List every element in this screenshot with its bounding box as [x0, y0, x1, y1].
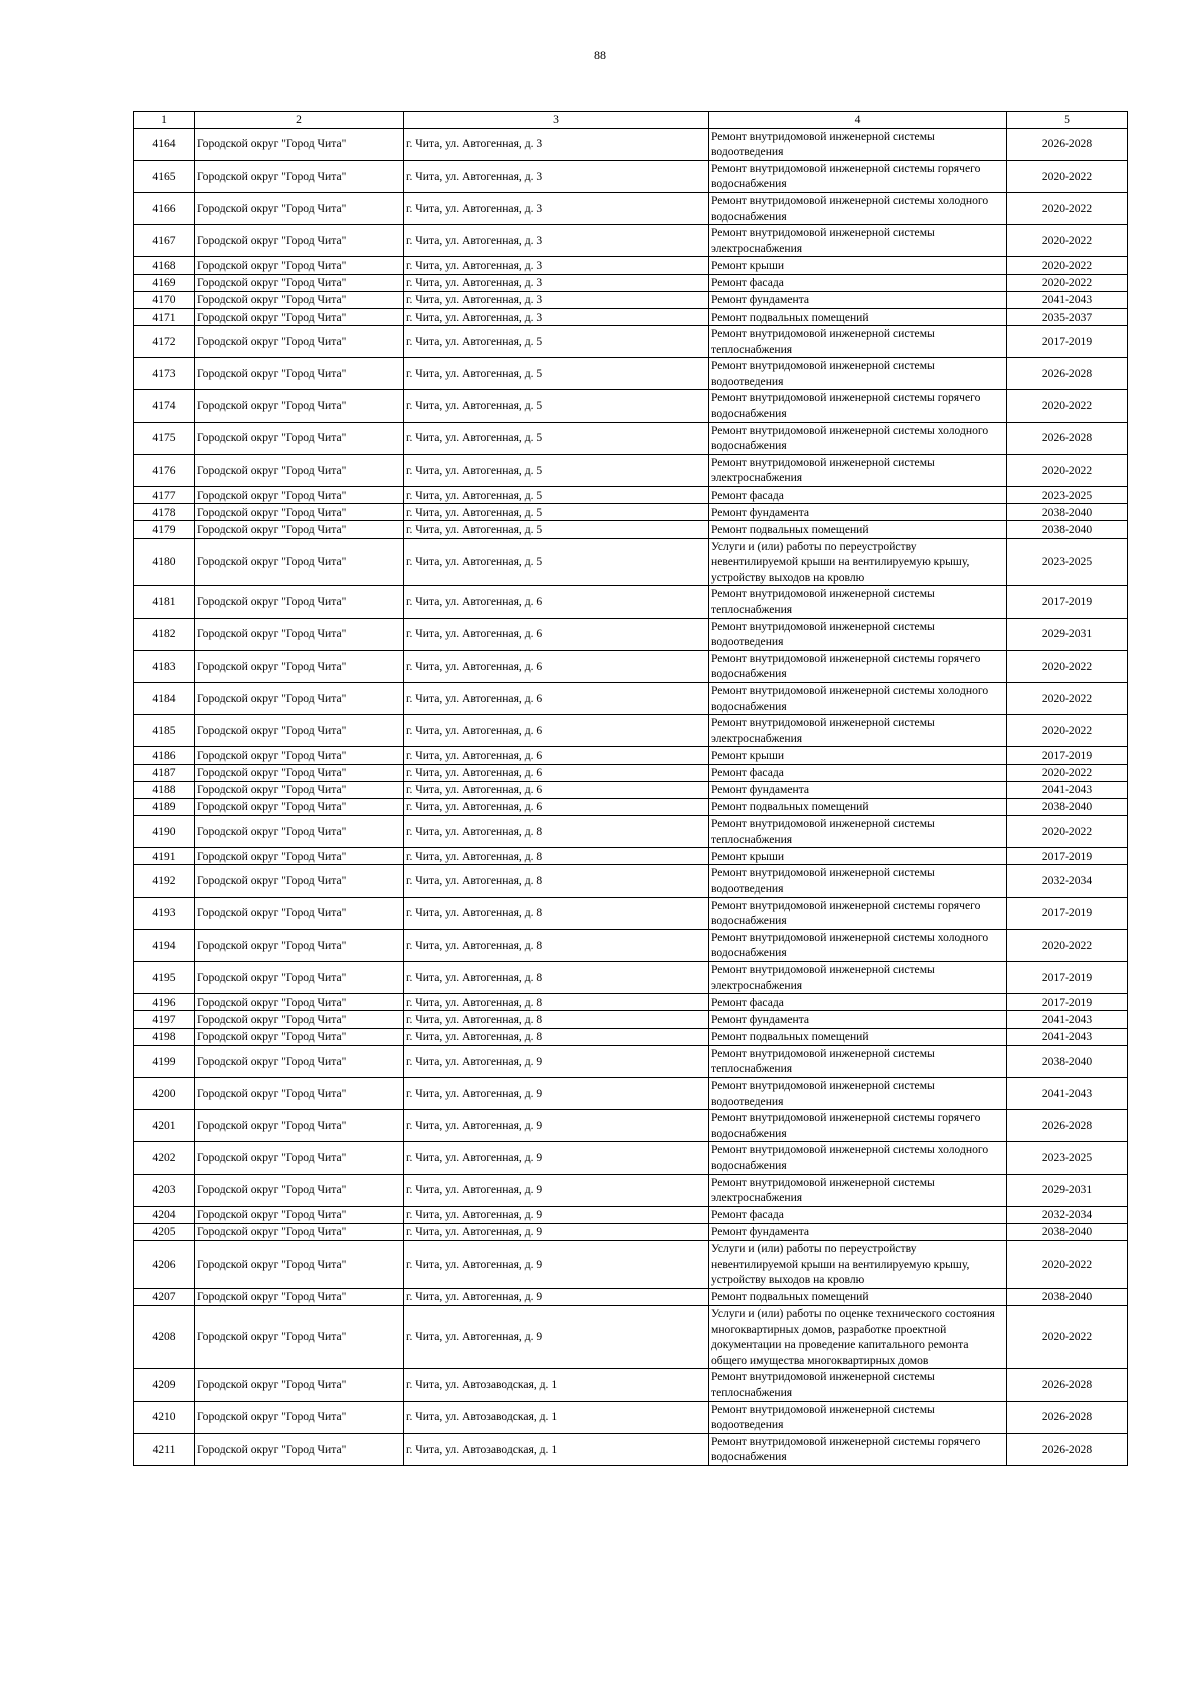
cell-period: 2032-2034 [1007, 865, 1128, 897]
cell-period: 2026-2028 [1007, 1401, 1128, 1433]
cell-work-type: Ремонт подвальных помещений [709, 521, 1007, 538]
cell-period: 2017-2019 [1007, 326, 1128, 358]
cell-municipality: Городской округ "Город Чита" [195, 897, 404, 929]
cell-municipality: Городской округ "Город Чита" [195, 798, 404, 815]
table-row [134, 390, 1128, 422]
cell-period: 2032-2034 [1007, 1206, 1128, 1223]
cell-municipality: Городской округ "Город Чита" [195, 390, 404, 422]
cell-period: 2038-2040 [1007, 798, 1128, 815]
cell-address: г. Чита, ул. Автогенная, д. 9 [404, 1223, 709, 1240]
cell-period: 2038-2040 [1007, 1223, 1128, 1240]
cell-period: 2020-2022 [1007, 160, 1128, 192]
cell-address: г. Чита, ул. Автогенная, д. 5 [404, 358, 709, 390]
cell-number: 4184 [134, 682, 195, 714]
cell-municipality: Городской округ "Город Чита" [195, 1433, 404, 1465]
table-row [134, 128, 1128, 160]
cell-period: 2020-2022 [1007, 764, 1128, 781]
table-row [134, 781, 1128, 798]
cell-work-type: Ремонт фундамента [709, 504, 1007, 521]
cell-number: 4199 [134, 1045, 195, 1077]
table-row [134, 865, 1128, 897]
cell-address: г. Чита, ул. Автогенная, д. 5 [404, 390, 709, 422]
header-row [134, 112, 1128, 129]
cell-municipality: Городской округ "Город Чита" [195, 715, 404, 747]
cell-municipality: Городской округ "Город Чита" [195, 504, 404, 521]
cell-work-type: Ремонт фасада [709, 274, 1007, 291]
cell-address: г. Чита, ул. Автогенная, д. 6 [404, 618, 709, 650]
cell-municipality: Городской округ "Город Чита" [195, 650, 404, 682]
cell-number: 4204 [134, 1206, 195, 1223]
table-row [134, 715, 1128, 747]
cell-period: 2017-2019 [1007, 994, 1128, 1011]
cell-number: 4182 [134, 618, 195, 650]
cell-municipality: Городской округ "Город Чита" [195, 225, 404, 257]
table-row [134, 1223, 1128, 1240]
cell-number: 4201 [134, 1110, 195, 1142]
cell-municipality: Городской округ "Город Чита" [195, 487, 404, 504]
cell-period: 2020-2022 [1007, 929, 1128, 961]
cell-address: г. Чита, ул. Автогенная, д. 5 [404, 422, 709, 454]
table-row [134, 521, 1128, 538]
cell-period: 2020-2022 [1007, 225, 1128, 257]
cell-address: г. Чита, ул. Автогенная, д. 8 [404, 848, 709, 865]
cell-period: 2026-2028 [1007, 1433, 1128, 1465]
cell-address: г. Чита, ул. Автогенная, д. 9 [404, 1045, 709, 1077]
cell-number: 4200 [134, 1077, 195, 1109]
cell-municipality: Городской округ "Город Чита" [195, 257, 404, 274]
cell-work-type: Ремонт внутридомовой инженерной системы водоотведения [709, 128, 1007, 160]
cell-work-type: Ремонт внутридомовой инженерной системы электроснабжения [709, 1174, 1007, 1206]
table-row [134, 1110, 1128, 1142]
cell-period: 2020-2022 [1007, 816, 1128, 848]
cell-work-type: Ремонт подвальных помещений [709, 798, 1007, 815]
cell-address: г. Чита, ул. Автогенная, д. 8 [404, 865, 709, 897]
cell-address: г. Чита, ул. Автогенная, д. 3 [404, 257, 709, 274]
cell-number: 4186 [134, 747, 195, 764]
cell-address: г. Чита, ул. Автогенная, д. 6 [404, 798, 709, 815]
table-row [134, 1206, 1128, 1223]
table-row [134, 422, 1128, 454]
cell-work-type: Ремонт крыши [709, 257, 1007, 274]
cell-number: 4188 [134, 781, 195, 798]
table-row [134, 586, 1128, 618]
cell-work-type: Ремонт внутридомовой инженерной системы электроснабжения [709, 454, 1007, 486]
cell-period: 2017-2019 [1007, 962, 1128, 994]
cell-address: г. Чита, ул. Автогенная, д. 5 [404, 326, 709, 358]
cell-work-type: Ремонт крыши [709, 747, 1007, 764]
cell-period: 2017-2019 [1007, 848, 1128, 865]
cell-period: 2023-2025 [1007, 1142, 1128, 1174]
cell-work-type: Ремонт внутридомовой инженерной системы горячего водоснабжения [709, 897, 1007, 929]
cell-municipality: Городской округ "Город Чита" [195, 1369, 404, 1401]
cell-municipality: Городской округ "Город Чита" [195, 1288, 404, 1305]
table-row [134, 308, 1128, 325]
cell-period: 2020-2022 [1007, 192, 1128, 224]
cell-municipality: Городской округ "Город Чита" [195, 848, 404, 865]
cell-municipality: Городской округ "Город Чита" [195, 1028, 404, 1045]
cell-period: 2020-2022 [1007, 715, 1128, 747]
cell-number: 4183 [134, 650, 195, 682]
cell-period: 2041-2043 [1007, 1077, 1128, 1109]
table-row [134, 682, 1128, 714]
cell-address: г. Чита, ул. Автогенная, д. 9 [404, 1306, 709, 1369]
cell-number: 4194 [134, 929, 195, 961]
column-header-1: 1 [134, 112, 195, 129]
cell-period: 2026-2028 [1007, 422, 1128, 454]
table-row [134, 257, 1128, 274]
table-row [134, 1288, 1128, 1305]
cell-number: 4198 [134, 1028, 195, 1045]
cell-address: г. Чита, ул. Автогенная, д. 5 [404, 521, 709, 538]
cell-period: 2020-2022 [1007, 454, 1128, 486]
cell-municipality: Городской округ "Город Чита" [195, 682, 404, 714]
cell-period: 2020-2022 [1007, 682, 1128, 714]
cell-period: 2038-2040 [1007, 504, 1128, 521]
table-row [134, 1401, 1128, 1433]
cell-period: 2038-2040 [1007, 521, 1128, 538]
cell-address: г. Чита, ул. Автогенная, д. 9 [404, 1206, 709, 1223]
cell-period: 2026-2028 [1007, 1110, 1128, 1142]
cell-work-type: Ремонт подвальных помещений [709, 308, 1007, 325]
cell-period: 2041-2043 [1007, 781, 1128, 798]
cell-work-type: Ремонт фундамента [709, 1011, 1007, 1028]
cell-number: 4176 [134, 454, 195, 486]
cell-work-type: Ремонт внутридомовой инженерной системы холодного водоснабжения [709, 192, 1007, 224]
table-row [134, 1077, 1128, 1109]
cell-municipality: Городской округ "Город Чита" [195, 274, 404, 291]
cell-municipality: Городской округ "Город Чита" [195, 192, 404, 224]
table-row [134, 504, 1128, 521]
table-row [134, 538, 1128, 586]
cell-period: 2017-2019 [1007, 897, 1128, 929]
cell-municipality: Городской округ "Город Чита" [195, 929, 404, 961]
cell-address: г. Чита, ул. Автогенная, д. 8 [404, 962, 709, 994]
cell-work-type: Ремонт внутридомовой инженерной системы электроснабжения [709, 962, 1007, 994]
table-row [134, 291, 1128, 308]
cell-number: 4166 [134, 192, 195, 224]
cell-work-type: Ремонт фасада [709, 764, 1007, 781]
cell-work-type: Услуги и (или) работы по оценке технического состояния многоквартирных домов, разработке проектной документации на проведение капитального ремонта общего имущества многоквартирных домов [709, 1306, 1007, 1369]
cell-period: 2020-2022 [1007, 257, 1128, 274]
cell-work-type: Ремонт внутридомовой инженерной системы электроснабжения [709, 715, 1007, 747]
cell-work-type: Ремонт внутридомовой инженерной системы водоотведения [709, 358, 1007, 390]
cell-address: г. Чита, ул. Автогенная, д. 6 [404, 747, 709, 764]
cell-municipality: Городской округ "Город Чита" [195, 747, 404, 764]
cell-municipality: Городской округ "Город Чита" [195, 1142, 404, 1174]
cell-number: 4185 [134, 715, 195, 747]
cell-number: 4207 [134, 1288, 195, 1305]
cell-number: 4202 [134, 1142, 195, 1174]
cell-number: 4206 [134, 1241, 195, 1289]
cell-number: 4195 [134, 962, 195, 994]
cell-number: 4191 [134, 848, 195, 865]
cell-work-type: Ремонт подвальных помещений [709, 1028, 1007, 1045]
cell-address: г. Чита, ул. Автогенная, д. 9 [404, 1077, 709, 1109]
cell-address: г. Чита, ул. Автогенная, д. 9 [404, 1174, 709, 1206]
table-row [134, 962, 1128, 994]
cell-number: 4173 [134, 358, 195, 390]
cell-period: 2038-2040 [1007, 1045, 1128, 1077]
cell-work-type: Ремонт фундамента [709, 781, 1007, 798]
cell-address: г. Чита, ул. Автогенная, д. 5 [404, 504, 709, 521]
cell-address: г. Чита, ул. Автогенная, д. 3 [404, 128, 709, 160]
cell-address: г. Чита, ул. Автозаводская, д. 1 [404, 1433, 709, 1465]
table-row [134, 618, 1128, 650]
cell-work-type: Ремонт внутридомовой инженерной системы теплоснабжения [709, 326, 1007, 358]
cell-address: г. Чита, ул. Автогенная, д. 3 [404, 192, 709, 224]
cell-municipality: Городской округ "Город Чита" [195, 1241, 404, 1289]
table-row [134, 274, 1128, 291]
table-header [134, 112, 1128, 129]
cell-address: г. Чита, ул. Автогенная, д. 8 [404, 897, 709, 929]
cell-work-type: Ремонт внутридомовой инженерной системы водоотведения [709, 865, 1007, 897]
table-row [134, 747, 1128, 764]
cell-number: 4164 [134, 128, 195, 160]
cell-work-type: Ремонт внутридомовой инженерной системы горячего водоснабжения [709, 650, 1007, 682]
cell-address: г. Чита, ул. Автогенная, д. 6 [404, 781, 709, 798]
cell-address: г. Чита, ул. Автогенная, д. 3 [404, 308, 709, 325]
cell-address: г. Чита, ул. Автогенная, д. 6 [404, 586, 709, 618]
table-row [134, 358, 1128, 390]
cell-number: 4203 [134, 1174, 195, 1206]
table-row [134, 1174, 1128, 1206]
cell-period: 2017-2019 [1007, 747, 1128, 764]
cell-municipality: Городской округ "Город Чита" [195, 1174, 404, 1206]
cell-period: 2020-2022 [1007, 650, 1128, 682]
cell-municipality: Городской округ "Город Чита" [195, 994, 404, 1011]
table-row [134, 1241, 1128, 1289]
cell-address: г. Чита, ул. Автогенная, д. 3 [404, 225, 709, 257]
cell-municipality: Городской округ "Город Чита" [195, 816, 404, 848]
cell-number: 4209 [134, 1369, 195, 1401]
cell-municipality: Городской округ "Город Чита" [195, 538, 404, 586]
cell-period: 2026-2028 [1007, 1369, 1128, 1401]
repair-schedule-table [133, 111, 1128, 1466]
cell-municipality: Городской округ "Город Чита" [195, 326, 404, 358]
cell-address: г. Чита, ул. Автогенная, д. 8 [404, 994, 709, 1011]
cell-work-type: Ремонт внутридомовой инженерной системы горячего водоснабжения [709, 1110, 1007, 1142]
cell-address: г. Чита, ул. Автогенная, д. 5 [404, 538, 709, 586]
cell-period: 2023-2025 [1007, 538, 1128, 586]
cell-work-type: Ремонт внутридомовой инженерной системы водоотведения [709, 618, 1007, 650]
cell-work-type: Ремонт фасада [709, 487, 1007, 504]
cell-number: 4205 [134, 1223, 195, 1240]
cell-number: 4180 [134, 538, 195, 586]
cell-work-type: Ремонт внутридомовой инженерной системы горячего водоснабжения [709, 1433, 1007, 1465]
cell-municipality: Городской округ "Город Чита" [195, 764, 404, 781]
cell-municipality: Городской округ "Город Чита" [195, 865, 404, 897]
cell-address: г. Чита, ул. Автогенная, д. 9 [404, 1110, 709, 1142]
cell-address: г. Чита, ул. Автогенная, д. 8 [404, 1028, 709, 1045]
cell-address: г. Чита, ул. Автогенная, д. 6 [404, 764, 709, 781]
table-row [134, 816, 1128, 848]
table-row [134, 764, 1128, 781]
cell-number: 4174 [134, 390, 195, 422]
cell-work-type: Ремонт фундамента [709, 291, 1007, 308]
cell-address: г. Чита, ул. Автогенная, д. 8 [404, 1011, 709, 1028]
cell-number: 4189 [134, 798, 195, 815]
column-header-3: 3 [404, 112, 709, 129]
cell-municipality: Городской округ "Город Чита" [195, 781, 404, 798]
cell-address: г. Чита, ул. Автогенная, д. 8 [404, 816, 709, 848]
cell-number: 4179 [134, 521, 195, 538]
cell-address: г. Чита, ул. Автозаводская, д. 1 [404, 1401, 709, 1433]
cell-work-type: Ремонт внутридомовой инженерной системы водоотведения [709, 1401, 1007, 1433]
cell-address: г. Чита, ул. Автогенная, д. 3 [404, 291, 709, 308]
table-row [134, 1045, 1128, 1077]
cell-number: 4169 [134, 274, 195, 291]
cell-number: 4172 [134, 326, 195, 358]
cell-address: г. Чита, ул. Автогенная, д. 8 [404, 929, 709, 961]
cell-period: 2029-2031 [1007, 618, 1128, 650]
cell-work-type: Ремонт подвальных помещений [709, 1288, 1007, 1305]
cell-municipality: Городской округ "Город Чита" [195, 618, 404, 650]
cell-work-type: Ремонт внутридомовой инженерной системы водоотведения [709, 1077, 1007, 1109]
cell-period: 2020-2022 [1007, 1241, 1128, 1289]
cell-number: 4190 [134, 816, 195, 848]
column-header-2: 2 [195, 112, 404, 129]
cell-period: 2041-2043 [1007, 291, 1128, 308]
cell-municipality: Городской округ "Город Чита" [195, 454, 404, 486]
cell-work-type: Ремонт крыши [709, 848, 1007, 865]
cell-address: г. Чита, ул. Автозаводская, д. 1 [404, 1369, 709, 1401]
cell-address: г. Чита, ул. Автогенная, д. 5 [404, 487, 709, 504]
cell-municipality: Городской округ "Город Чита" [195, 1110, 404, 1142]
cell-work-type: Ремонт внутридомовой инженерной системы теплоснабжения [709, 586, 1007, 618]
cell-number: 4178 [134, 504, 195, 521]
cell-work-type: Ремонт внутридомовой инженерной системы холодного водоснабжения [709, 422, 1007, 454]
cell-number: 4177 [134, 487, 195, 504]
cell-work-type: Ремонт внутридомовой инженерной системы горячего водоснабжения [709, 390, 1007, 422]
cell-municipality: Городской округ "Город Чита" [195, 422, 404, 454]
cell-number: 4192 [134, 865, 195, 897]
cell-municipality: Городской округ "Город Чита" [195, 1223, 404, 1240]
cell-address: г. Чита, ул. Автогенная, д. 3 [404, 274, 709, 291]
cell-number: 4211 [134, 1433, 195, 1465]
cell-address: г. Чита, ул. Автогенная, д. 6 [404, 650, 709, 682]
table-row [134, 897, 1128, 929]
cell-number: 4165 [134, 160, 195, 192]
table-row [134, 994, 1128, 1011]
table-row [134, 848, 1128, 865]
table-row [134, 1369, 1128, 1401]
table-row [134, 929, 1128, 961]
cell-municipality: Городской округ "Город Чита" [195, 128, 404, 160]
cell-period: 2017-2019 [1007, 586, 1128, 618]
cell-address: г. Чита, ул. Автогенная, д. 5 [404, 454, 709, 486]
cell-municipality: Городской округ "Город Чита" [195, 962, 404, 994]
cell-work-type: Ремонт внутридомовой инженерной системы холодного водоснабжения [709, 929, 1007, 961]
cell-municipality: Городской округ "Город Чита" [195, 308, 404, 325]
cell-work-type: Ремонт внутридомовой инженерной системы холодного водоснабжения [709, 682, 1007, 714]
cell-period: 2023-2025 [1007, 487, 1128, 504]
table-row [134, 798, 1128, 815]
cell-municipality: Городской округ "Город Чита" [195, 521, 404, 538]
cell-work-type: Ремонт внутридомовой инженерной системы холодного водоснабжения [709, 1142, 1007, 1174]
cell-work-type: Ремонт фундамента [709, 1223, 1007, 1240]
table-row [134, 160, 1128, 192]
cell-number: 4181 [134, 586, 195, 618]
cell-address: г. Чита, ул. Автогенная, д. 6 [404, 715, 709, 747]
cell-municipality: Городской округ "Город Чита" [195, 1045, 404, 1077]
cell-number: 4187 [134, 764, 195, 781]
cell-period: 2035-2037 [1007, 308, 1128, 325]
cell-period: 2020-2022 [1007, 390, 1128, 422]
cell-number: 4171 [134, 308, 195, 325]
cell-work-type: Ремонт внутридомовой инженерной системы теплоснабжения [709, 1045, 1007, 1077]
cell-number: 4167 [134, 225, 195, 257]
cell-period: 2020-2022 [1007, 274, 1128, 291]
cell-number: 4193 [134, 897, 195, 929]
cell-work-type: Услуги и (или) работы по переустройству невентилируемой крыши на вентилируемую крышу, устройству выходов на кровлю [709, 538, 1007, 586]
cell-number: 4170 [134, 291, 195, 308]
cell-municipality: Городской округ "Город Чита" [195, 1306, 404, 1369]
table-body [134, 128, 1128, 1465]
table-row [134, 1028, 1128, 1045]
cell-work-type: Ремонт фасада [709, 1206, 1007, 1223]
cell-address: г. Чита, ул. Автогенная, д. 3 [404, 160, 709, 192]
table-row [134, 1142, 1128, 1174]
cell-municipality: Городской округ "Город Чита" [195, 1401, 404, 1433]
column-header-5: 5 [1007, 112, 1128, 129]
cell-period: 2026-2028 [1007, 128, 1128, 160]
cell-municipality: Городской округ "Город Чита" [195, 291, 404, 308]
cell-number: 4210 [134, 1401, 195, 1433]
cell-work-type: Услуги и (или) работы по переустройству невентилируемой крыши на вентилируемую крышу, устройству выходов на кровлю [709, 1241, 1007, 1289]
cell-number: 4208 [134, 1306, 195, 1369]
cell-municipality: Городской округ "Город Чита" [195, 1077, 404, 1109]
cell-period: 2026-2028 [1007, 358, 1128, 390]
cell-work-type: Ремонт фасада [709, 994, 1007, 1011]
cell-address: г. Чита, ул. Автогенная, д. 9 [404, 1288, 709, 1305]
cell-work-type: Ремонт внутридомовой инженерной системы электроснабжения [709, 225, 1007, 257]
cell-period: 2020-2022 [1007, 1306, 1128, 1369]
cell-municipality: Городской округ "Город Чита" [195, 1206, 404, 1223]
table-row [134, 487, 1128, 504]
table-row [134, 1433, 1128, 1465]
cell-period: 2041-2043 [1007, 1011, 1128, 1028]
cell-address: г. Чита, ул. Автогенная, д. 9 [404, 1241, 709, 1289]
cell-address: г. Чита, ул. Автогенная, д. 9 [404, 1142, 709, 1174]
cell-municipality: Городской округ "Город Чита" [195, 586, 404, 618]
cell-municipality: Городской округ "Город Чита" [195, 358, 404, 390]
table-row [134, 650, 1128, 682]
cell-number: 4197 [134, 1011, 195, 1028]
table-row [134, 454, 1128, 486]
table-row [134, 326, 1128, 358]
cell-municipality: Городской округ "Город Чита" [195, 160, 404, 192]
cell-address: г. Чита, ул. Автогенная, д. 6 [404, 682, 709, 714]
page-number: 88 [594, 48, 606, 62]
cell-work-type: Ремонт внутридомовой инженерной системы теплоснабжения [709, 1369, 1007, 1401]
table-row [134, 1011, 1128, 1028]
table-row [134, 1306, 1128, 1369]
column-header-4: 4 [709, 112, 1007, 129]
table-row [134, 225, 1128, 257]
cell-municipality: Городской округ "Город Чита" [195, 1011, 404, 1028]
cell-number: 4168 [134, 257, 195, 274]
table-row [134, 192, 1128, 224]
cell-period: 2038-2040 [1007, 1288, 1128, 1305]
cell-period: 2029-2031 [1007, 1174, 1128, 1206]
cell-number: 4175 [134, 422, 195, 454]
cell-work-type: Ремонт внутридомовой инженерной системы теплоснабжения [709, 816, 1007, 848]
cell-work-type: Ремонт внутридомовой инженерной системы горячего водоснабжения [709, 160, 1007, 192]
cell-number: 4196 [134, 994, 195, 1011]
cell-period: 2041-2043 [1007, 1028, 1128, 1045]
